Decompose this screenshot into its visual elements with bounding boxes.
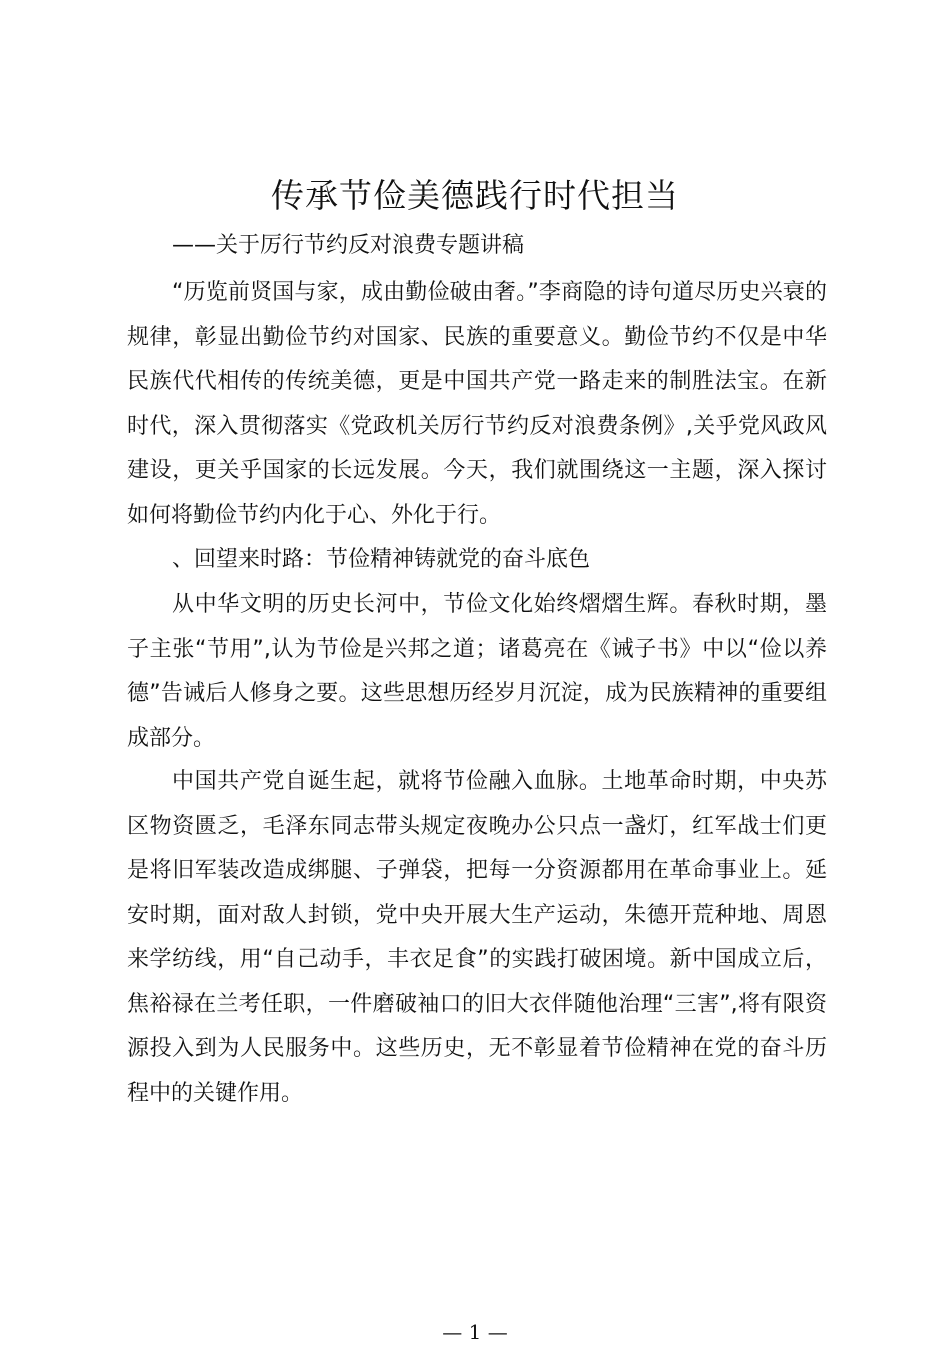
page-number: — 1 —	[442, 1320, 508, 1344]
body-paragraph: 从中华文明的历史长河中，节俭文化始终熠熠生辉。春秋时期，墨子主张“节用”,认为节俭是兴邦之道；诸葛亮在《诫子书》中以“俭以养德”告诫后人修身之要。这些思想历经岁月沉淀，成为民族精神的重要组成部分。	[127, 592, 827, 751]
document-subtitle: ——关于厉行节约反对浪费专题讲稿	[172, 233, 525, 258]
section-heading: 、回望来时路：节俭精神铸就党的奋斗底色	[172, 547, 591, 572]
body-paragraph: 中国共产党自诞生起，就将节俭融入血脉。土地革命时期，中央苏区物资匮乏，毛泽东同志带头规定夜晚办公只点一盏灯，红军战士们更是将旧军装改造成绑腿、子弹袋，把每一分资源都用在革命事业上。延安时期，面对敌人封锁，党中央开展大生产运动，朱德开荒种地、周恩来学纺线，用“自己动手，丰衣足食”的实践打破困境。新中国成立后，焦裕禄在兰考任职，一件磨破袖口的旧大衣伴随他治理“三害”,将有限资源投入到为人民服务中。这些历史，无不彰显着节俭精神在党的奋斗历程中的关键作用。	[127, 769, 827, 1106]
intro-paragraph: “历览前贤国与家，成由勤俭破由奢。”李商隐的诗句道尽历史兴衰的规律，彰显出勤俭节约对国家、民族的重要意义。勤俭节约不仅是中华民族代代相传的传统美德，更是中国共产党一路走来的制胜法宝。在新时代，深入贯彻落实《党政机关厉行节约反对浪费条例》,关乎党风政风建设，更关乎国家的长远发展。今天，我们就围绕这一主题，深入探讨如何将勤俭节约内化于心、外化于行。	[127, 280, 827, 528]
document-title: 传承节俭美德践行时代担当	[271, 176, 679, 215]
